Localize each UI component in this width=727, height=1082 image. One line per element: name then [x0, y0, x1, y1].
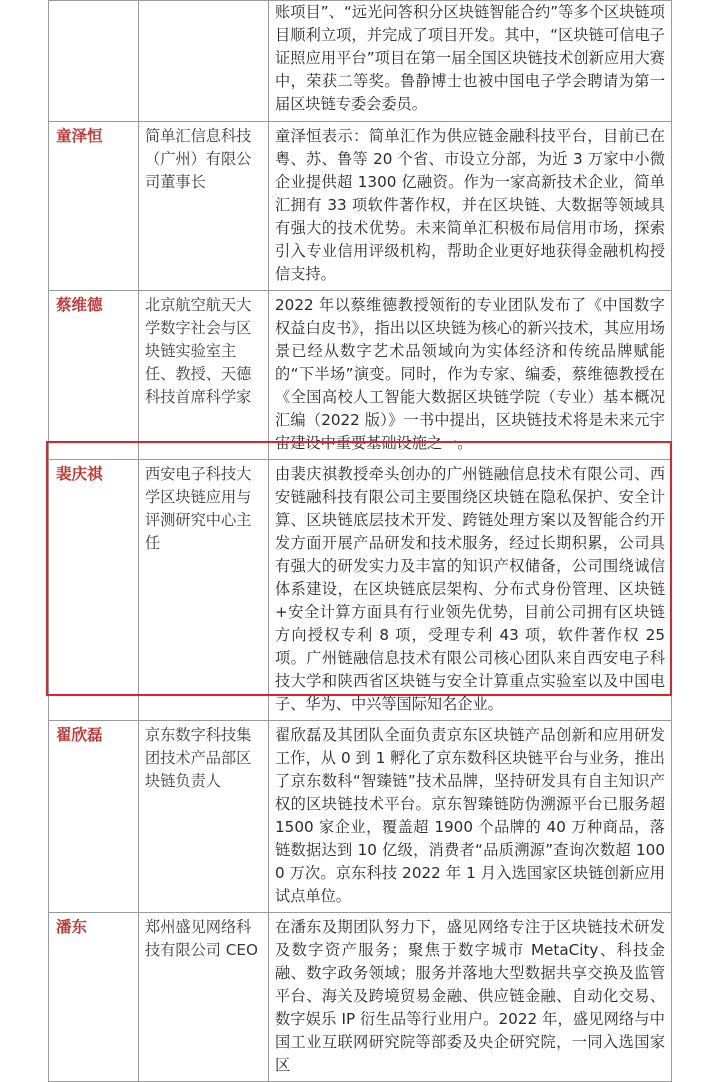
- expert-description: 2022 年以蔡维德教授领衔的专业团队发布了《中国数字权益白皮书》，指出以区块链为核心的新兴技术，其应用场景已经从数字艺术品领域向为实体经济和传统品牌赋能的“下半场”演变。同时，作为专家、编委，蔡维德教授在《全国高校人工智能大数据区块链学院（专业）基本概况汇编（2022 版）》一书中提出，区块链技术将是未来元宇宙建设中重要基础设施之一。: [269, 291, 672, 460]
- expert-title: 西安电子科技大学区块链应用与评测研究中心主任: [139, 460, 269, 721]
- table-row: [49, 122, 672, 291]
- table-row: [49, 460, 672, 721]
- expert-description: 由裴庆祺教授牵头创办的广州链融信息技术有限公司、西安链融科技有限公司主要围绕区块链在隐私保护、安全计算、区块链底层技术开发、跨链处理方案以及智能合约开发方面开展产品研发和技术服务，经过长期积累，公司具有强大的研发实力及丰富的知识产权储备，公司围绕诚信体系建设，在区块链底层架构、分布式身份管理、区块链+安全计算方面具有行业领先优势，目前公司拥有区块链方向授权专利 8 项，受理专利 43 项，软件著作权 25 项。广州链融信息技术有限公司核心团队来自西安电子科技大学和陕西省区块链与安全计算重点实验室以及中国电子、华为、中兴等国际知名企业。: [269, 460, 672, 721]
- expert-name: 潘东: [49, 913, 139, 1082]
- table-row: [49, 291, 672, 460]
- expert-title: [139, 1, 269, 122]
- table-row: [49, 913, 672, 1082]
- expert-description: 在潘东及期团队努力下，盛见网络专注于区块链技术研发及数字资产服务；聚焦于数字城市 MetaCity、科技金融、数字政务领域；服务并落地大型数据共享交换及监管平台、海关及跨境贸易金融、供应链金融、自动化交易、数字娱乐 IP 衍生品等行业用户。2022 年，盛见网络与中国工业互联网研究院等部委及央企研究院，一同入选国家区: [269, 913, 672, 1082]
- expert-description: 翟欣磊及其团队全面负责京东区块链产品创新和应用研发工作，从 0 到 1 孵化了京东数科区块链平台与业务，推出了京东数科“智臻链”技术品牌，坚持研发具有自主知识产权的区块链技术平台。京东智臻链防伪溯源平台已服务超 1500 家企业，覆盖超 1900 个品牌的 40 万种商品，落链数据达到 10 亿级，消费者“品质溯源”查询次数超 1000 万次。京东科技 2022 年 1 月入选国家区块链创新应用试点单位。: [269, 721, 672, 913]
- document-table-wrapper: [48, 0, 671, 1074]
- expert-description: 童泽恒表示：简单汇作为供应链金融科技平台，目前已在粤、苏、鲁等 20 个省、市设立分部，为近 3 万家中小微企业提供超 1300 亿融资。作为一家高新技术企业，简单汇拥有 33 项软件著作权，并在区块链、大数据等领域具有强大的技术优势。未来简单汇积极布局信用市场，探索引入专业信用评级机构，帮助企业更好地获得金融机构授信支持。: [269, 122, 672, 291]
- expert-name: [49, 1, 139, 122]
- expert-title: 郑州盛见网络科技有限公司 CEO: [139, 913, 269, 1082]
- expert-name: 蔡维德: [49, 291, 139, 460]
- expert-table: [48, 0, 672, 1082]
- table-row: [49, 1, 672, 122]
- expert-name: 翟欣磊: [49, 721, 139, 913]
- table-row: [49, 721, 672, 913]
- expert-name: 童泽恒: [49, 122, 139, 291]
- expert-name: 裴庆祺: [49, 460, 139, 721]
- expert-title: 京东数字科技集团技术产品部区块链负责人: [139, 721, 269, 913]
- expert-title: 北京航空航天大学数字社会与区块链实验室主任、教授、天德科技首席科学家: [139, 291, 269, 460]
- expert-description: 账项目”、“远光问答积分区块链智能合约”等多个区块链项目顺利立项，并完成了项目开发。其中，“区块链可信电子证照应用平台”项目在第一届全国区块链技术创新应用大赛中，荣获二等奖。鲁静博士也被中国电子学会聘请为第一届区块链专委会委员。: [269, 1, 672, 122]
- expert-title: 简单汇信息科技（广州）有限公司董事长: [139, 122, 269, 291]
